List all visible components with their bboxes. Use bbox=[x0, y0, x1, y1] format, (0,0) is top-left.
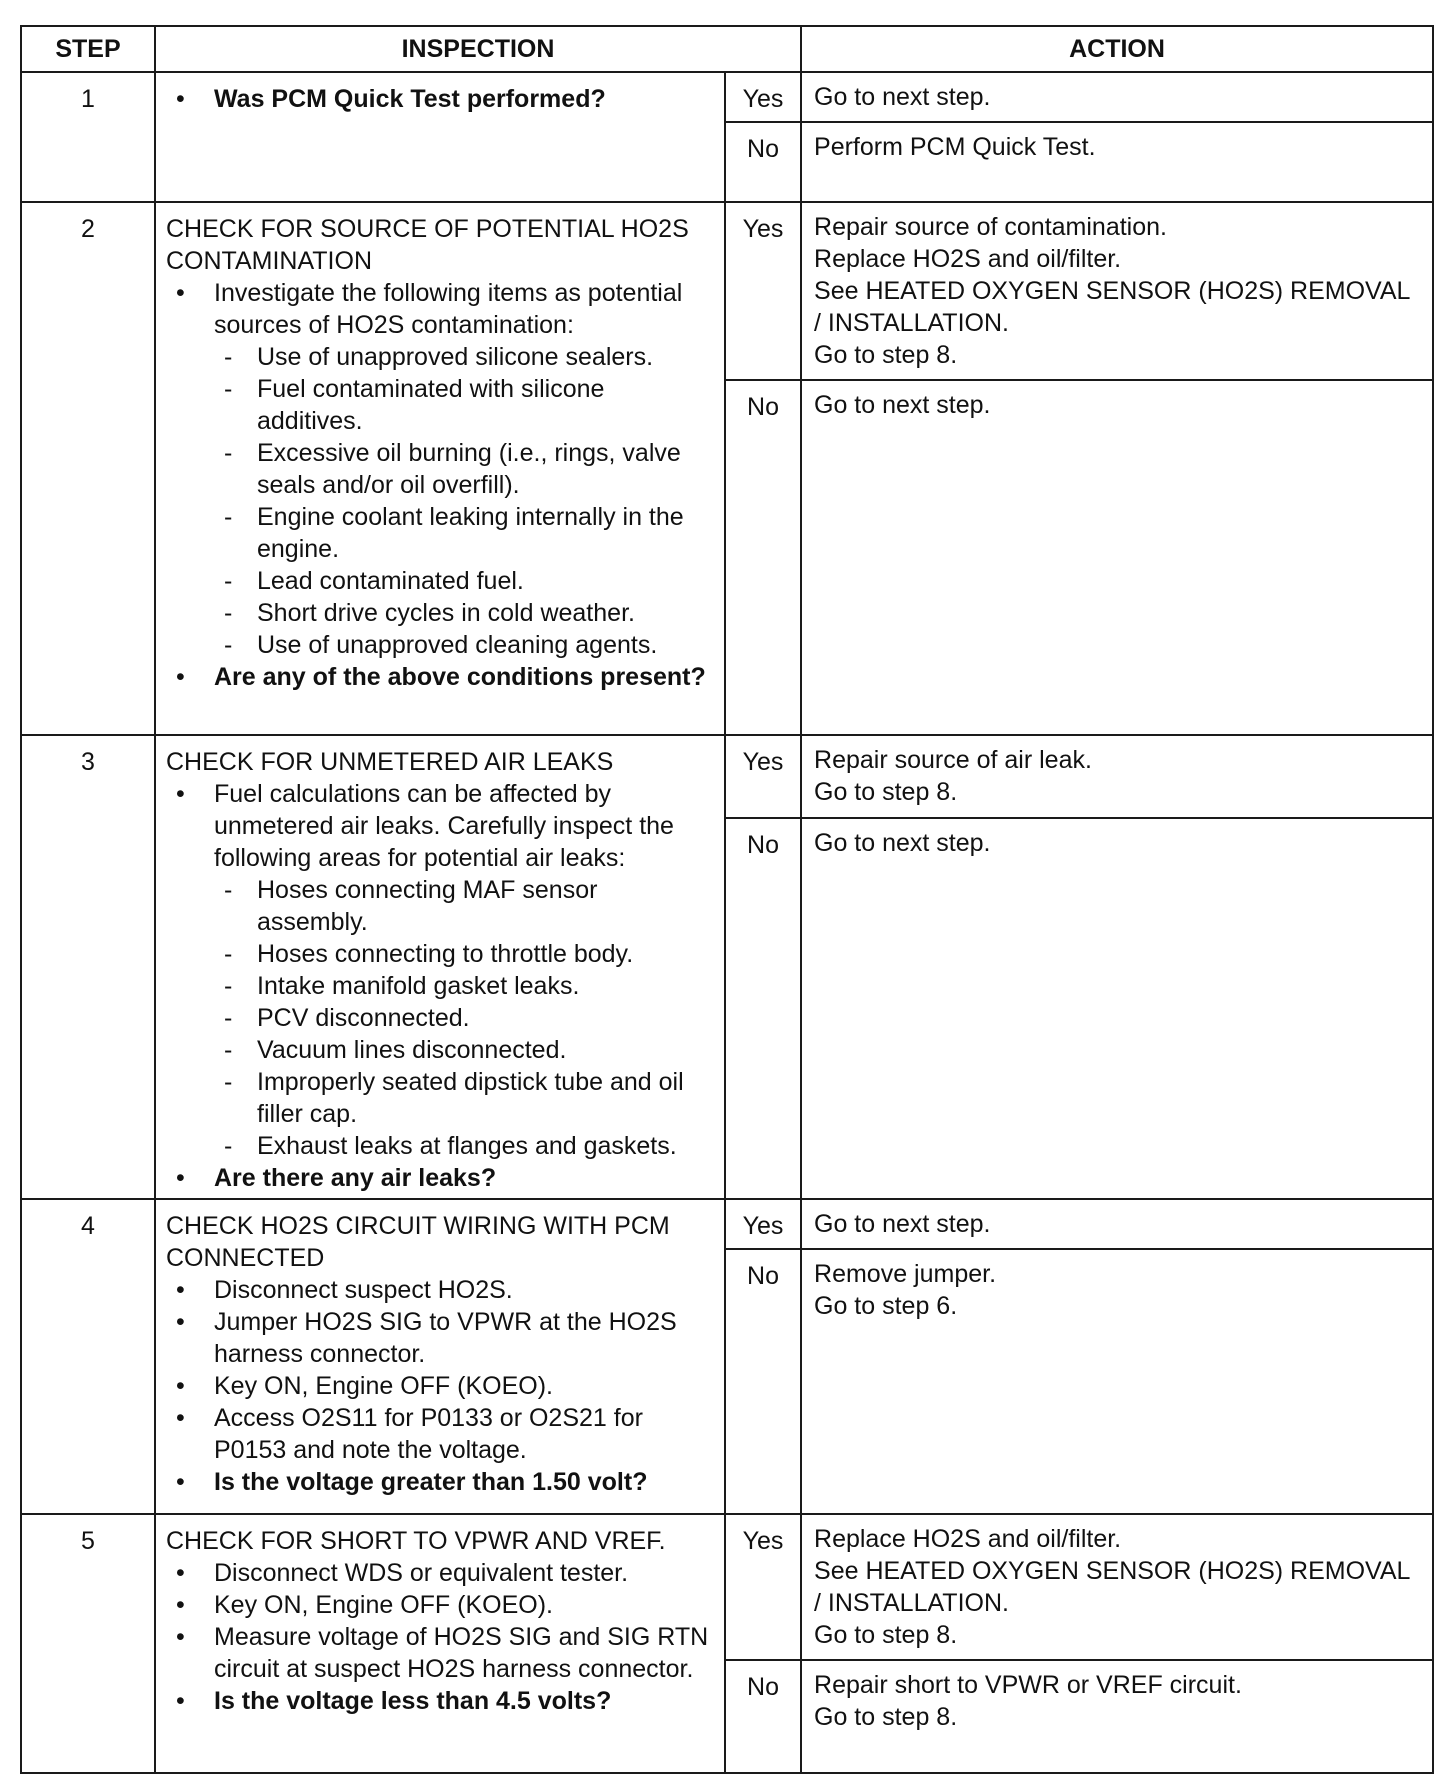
inspection-heading: CHECK FOR SOURCE OF POTENTIAL HO2S CONTAMINATION bbox=[166, 215, 689, 275]
inspection-text: Measure voltage of HO2S SIG and SIG RTN circuit at suspect HO2S harness connector. bbox=[214, 1623, 709, 1683]
bullet-icon: • bbox=[176, 1308, 185, 1336]
inspection-item bbox=[166, 1589, 714, 1621]
inspection-subitem bbox=[166, 565, 714, 597]
inspection-text: Hoses connecting MAF sensor assembly. bbox=[257, 876, 598, 936]
inspection-subitem bbox=[166, 1130, 714, 1162]
action-line: Go to step 8. bbox=[814, 341, 958, 369]
bullet-icon: • bbox=[176, 780, 185, 808]
inspection-text: Fuel calculations can be affected by unmetered air leaks. Carefully inspect the following areas for potential air leaks: bbox=[214, 780, 674, 872]
action-line: Go to next step. bbox=[814, 391, 991, 419]
inspection-subitem bbox=[166, 1034, 714, 1066]
inspection-text: Hoses connecting to throttle body. bbox=[257, 940, 634, 968]
no-label: No bbox=[725, 818, 801, 1199]
no-label: No bbox=[725, 1660, 801, 1773]
inspection-cell bbox=[155, 202, 725, 735]
inspection-subitem bbox=[166, 341, 714, 373]
action-line: Go to step 8. bbox=[814, 1621, 958, 1649]
action-line: Go to step 6. bbox=[814, 1292, 958, 1320]
inspection-text: Are there any air leaks? bbox=[214, 1164, 497, 1192]
inspection-subitem bbox=[166, 629, 714, 661]
inspection-text: Lead contaminated fuel. bbox=[257, 567, 524, 595]
inspection-header: INSPECTION bbox=[155, 26, 801, 72]
step-row bbox=[21, 1199, 1433, 1249]
no-label: No bbox=[725, 380, 801, 735]
step-header: STEP bbox=[21, 26, 155, 72]
inspection-item bbox=[166, 1274, 714, 1306]
inspection-item bbox=[166, 277, 714, 341]
action-line: Replace HO2S and oil/filter. bbox=[814, 1525, 1122, 1553]
inspection-text: Use of unapproved silicone sealers. bbox=[257, 343, 654, 371]
inspection-subitem bbox=[166, 970, 714, 1002]
inspection-heading: CHECK HO2S CIRCUIT WIRING WITH PCM CONNECTED bbox=[166, 1212, 670, 1272]
bullet-icon: • bbox=[176, 1276, 185, 1304]
inspection-text: Vacuum lines disconnected. bbox=[257, 1036, 567, 1064]
inspection-text: Is the voltage less than 4.5 volts? bbox=[214, 1687, 612, 1715]
inspection-subitem bbox=[166, 1002, 714, 1034]
yes-label: Yes bbox=[725, 1199, 801, 1249]
dash-icon: - bbox=[224, 503, 233, 531]
yes-action bbox=[801, 1199, 1433, 1249]
yes-action bbox=[801, 735, 1433, 818]
action-line: Go to next step. bbox=[814, 829, 991, 858]
inspection-item bbox=[166, 1370, 714, 1402]
yes-action bbox=[801, 1514, 1433, 1660]
inspection-item bbox=[166, 1402, 714, 1466]
inspection-subitem bbox=[166, 437, 714, 501]
inspection-subitem bbox=[166, 597, 714, 629]
yes-action bbox=[801, 202, 1433, 380]
inspection-text: Disconnect suspect HO2S. bbox=[214, 1276, 513, 1304]
dash-icon: - bbox=[224, 439, 233, 467]
inspection-text: Was PCM Quick Test performed? bbox=[214, 85, 606, 113]
no-label: No bbox=[725, 122, 801, 202]
inspection-text: Improperly seated dipstick tube and oil filler cap. bbox=[257, 1068, 684, 1128]
dash-icon: - bbox=[224, 599, 233, 627]
step-number: 3 bbox=[21, 735, 155, 1199]
dash-icon: - bbox=[224, 375, 233, 403]
no-label: No bbox=[725, 1249, 801, 1514]
inspection-text: Access O2S11 for P0133 or O2S21 for P0153 and note the voltage. bbox=[214, 1404, 643, 1464]
inspection-text: Disconnect WDS or equivalent tester. bbox=[214, 1559, 629, 1587]
inspection-question bbox=[166, 661, 714, 693]
no-action bbox=[801, 1249, 1433, 1514]
inspection-text: PCV disconnected. bbox=[257, 1004, 470, 1032]
action-line: Go to next step. bbox=[814, 83, 991, 111]
inspection-question bbox=[166, 83, 714, 115]
yes-label: Yes bbox=[725, 202, 801, 380]
bullet-icon: • bbox=[176, 1468, 185, 1496]
bullet-icon: • bbox=[176, 663, 185, 691]
action-header: ACTION bbox=[801, 26, 1433, 72]
step-row bbox=[21, 202, 1433, 380]
inspection-cell bbox=[155, 72, 725, 202]
dash-icon: - bbox=[224, 876, 233, 904]
no-action bbox=[801, 1660, 1433, 1773]
yes-label: Yes bbox=[725, 735, 801, 818]
action-line: Perform PCM Quick Test. bbox=[814, 133, 1096, 161]
inspection-cell bbox=[155, 1514, 725, 1773]
dash-icon: - bbox=[224, 343, 233, 371]
inspection-text: Intake manifold gasket leaks. bbox=[257, 972, 580, 1000]
inspection-text: Exhaust leaks at flanges and gaskets. bbox=[257, 1132, 677, 1160]
inspection-subitem bbox=[166, 501, 714, 565]
action-line: See HEATED OXYGEN SENSOR (HO2S) REMOVAL / INSTALLATION. bbox=[814, 277, 1410, 337]
inspection-text: Key ON, Engine OFF (KOEO). bbox=[214, 1591, 553, 1619]
yes-label: Yes bbox=[725, 72, 801, 122]
step-row bbox=[21, 1514, 1433, 1660]
diagnostic-table bbox=[20, 25, 1434, 1774]
no-action bbox=[801, 122, 1433, 202]
inspection-question bbox=[166, 1162, 714, 1194]
inspection-subitem bbox=[166, 1066, 714, 1130]
inspection-text: Are any of the above conditions present? bbox=[214, 663, 706, 691]
bullet-icon: • bbox=[176, 1687, 185, 1715]
inspection-cell bbox=[155, 1199, 725, 1514]
inspection-subitem bbox=[166, 874, 714, 938]
inspection-text: Fuel contaminated with silicone additives. bbox=[257, 375, 605, 435]
dash-icon: - bbox=[224, 1068, 233, 1096]
dash-icon: - bbox=[224, 940, 233, 968]
inspection-text: Use of unapproved cleaning agents. bbox=[257, 631, 658, 659]
step-row bbox=[21, 735, 1433, 818]
inspection-cell bbox=[155, 735, 725, 1199]
action-line: Replace HO2S and oil/filter. bbox=[814, 245, 1122, 273]
bullet-icon: • bbox=[176, 1404, 185, 1432]
yes-action bbox=[801, 72, 1433, 122]
yes-label: Yes bbox=[725, 1514, 801, 1660]
step-number: 4 bbox=[21, 1199, 155, 1514]
bullet-icon: • bbox=[176, 279, 185, 307]
inspection-item bbox=[166, 1621, 714, 1685]
step-number: 5 bbox=[21, 1514, 155, 1773]
inspection-item bbox=[166, 1306, 714, 1370]
dash-icon: - bbox=[224, 1004, 233, 1032]
inspection-text: Jumper HO2S SIG to VPWR at the HO2S harness connector. bbox=[214, 1308, 677, 1368]
inspection-text: Short drive cycles in cold weather. bbox=[257, 599, 635, 627]
inspection-subitem bbox=[166, 938, 714, 970]
action-line: Go to step 8. bbox=[814, 778, 958, 806]
bullet-icon: • bbox=[176, 85, 185, 113]
no-action bbox=[801, 380, 1433, 735]
action-line: Go to next step. bbox=[814, 1210, 991, 1238]
bullet-icon: • bbox=[176, 1591, 185, 1619]
bullet-icon: • bbox=[176, 1372, 185, 1400]
inspection-text: Is the voltage greater than 1.50 volt? bbox=[214, 1468, 648, 1496]
action-line: Go to step 8. bbox=[814, 1703, 958, 1731]
dash-icon: - bbox=[224, 631, 233, 659]
step-row bbox=[21, 72, 1433, 122]
dash-icon: - bbox=[224, 567, 233, 595]
action-line: Repair short to VPWR or VREF circuit. bbox=[814, 1671, 1242, 1699]
inspection-item bbox=[166, 1557, 714, 1589]
no-action bbox=[801, 818, 1433, 1199]
inspection-text: Investigate the following items as potential sources of HO2S contamination: bbox=[214, 279, 683, 339]
inspection-question bbox=[166, 1685, 714, 1717]
bullet-icon: • bbox=[176, 1164, 185, 1192]
dash-icon: - bbox=[224, 972, 233, 1000]
inspection-heading: CHECK FOR UNMETERED AIR LEAKS bbox=[166, 748, 614, 776]
inspection-text: Key ON, Engine OFF (KOEO). bbox=[214, 1372, 553, 1400]
inspection-text: Excessive oil burning (i.e., rings, valve seals and/or oil overfill). bbox=[257, 439, 681, 499]
step-number: 2 bbox=[21, 202, 155, 735]
bullet-icon: • bbox=[176, 1559, 185, 1587]
step-number: 1 bbox=[21, 72, 155, 202]
dash-icon: - bbox=[224, 1132, 233, 1160]
action-line: See HEATED OXYGEN SENSOR (HO2S) REMOVAL / INSTALLATION. bbox=[814, 1557, 1410, 1617]
header-row bbox=[21, 26, 1433, 72]
action-line: Repair source of air leak. bbox=[814, 746, 1092, 774]
inspection-subitem bbox=[166, 373, 714, 437]
inspection-question bbox=[166, 1466, 714, 1498]
inspection-heading: CHECK FOR SHORT TO VPWR AND VREF. bbox=[166, 1527, 666, 1555]
action-line: Remove jumper. bbox=[814, 1260, 997, 1288]
inspection-text: Engine coolant leaking internally in the engine. bbox=[257, 503, 684, 563]
bullet-icon: • bbox=[176, 1623, 185, 1651]
dash-icon: - bbox=[224, 1036, 233, 1064]
action-line: Repair source of contamination. bbox=[814, 213, 1167, 241]
inspection-item bbox=[166, 778, 714, 874]
